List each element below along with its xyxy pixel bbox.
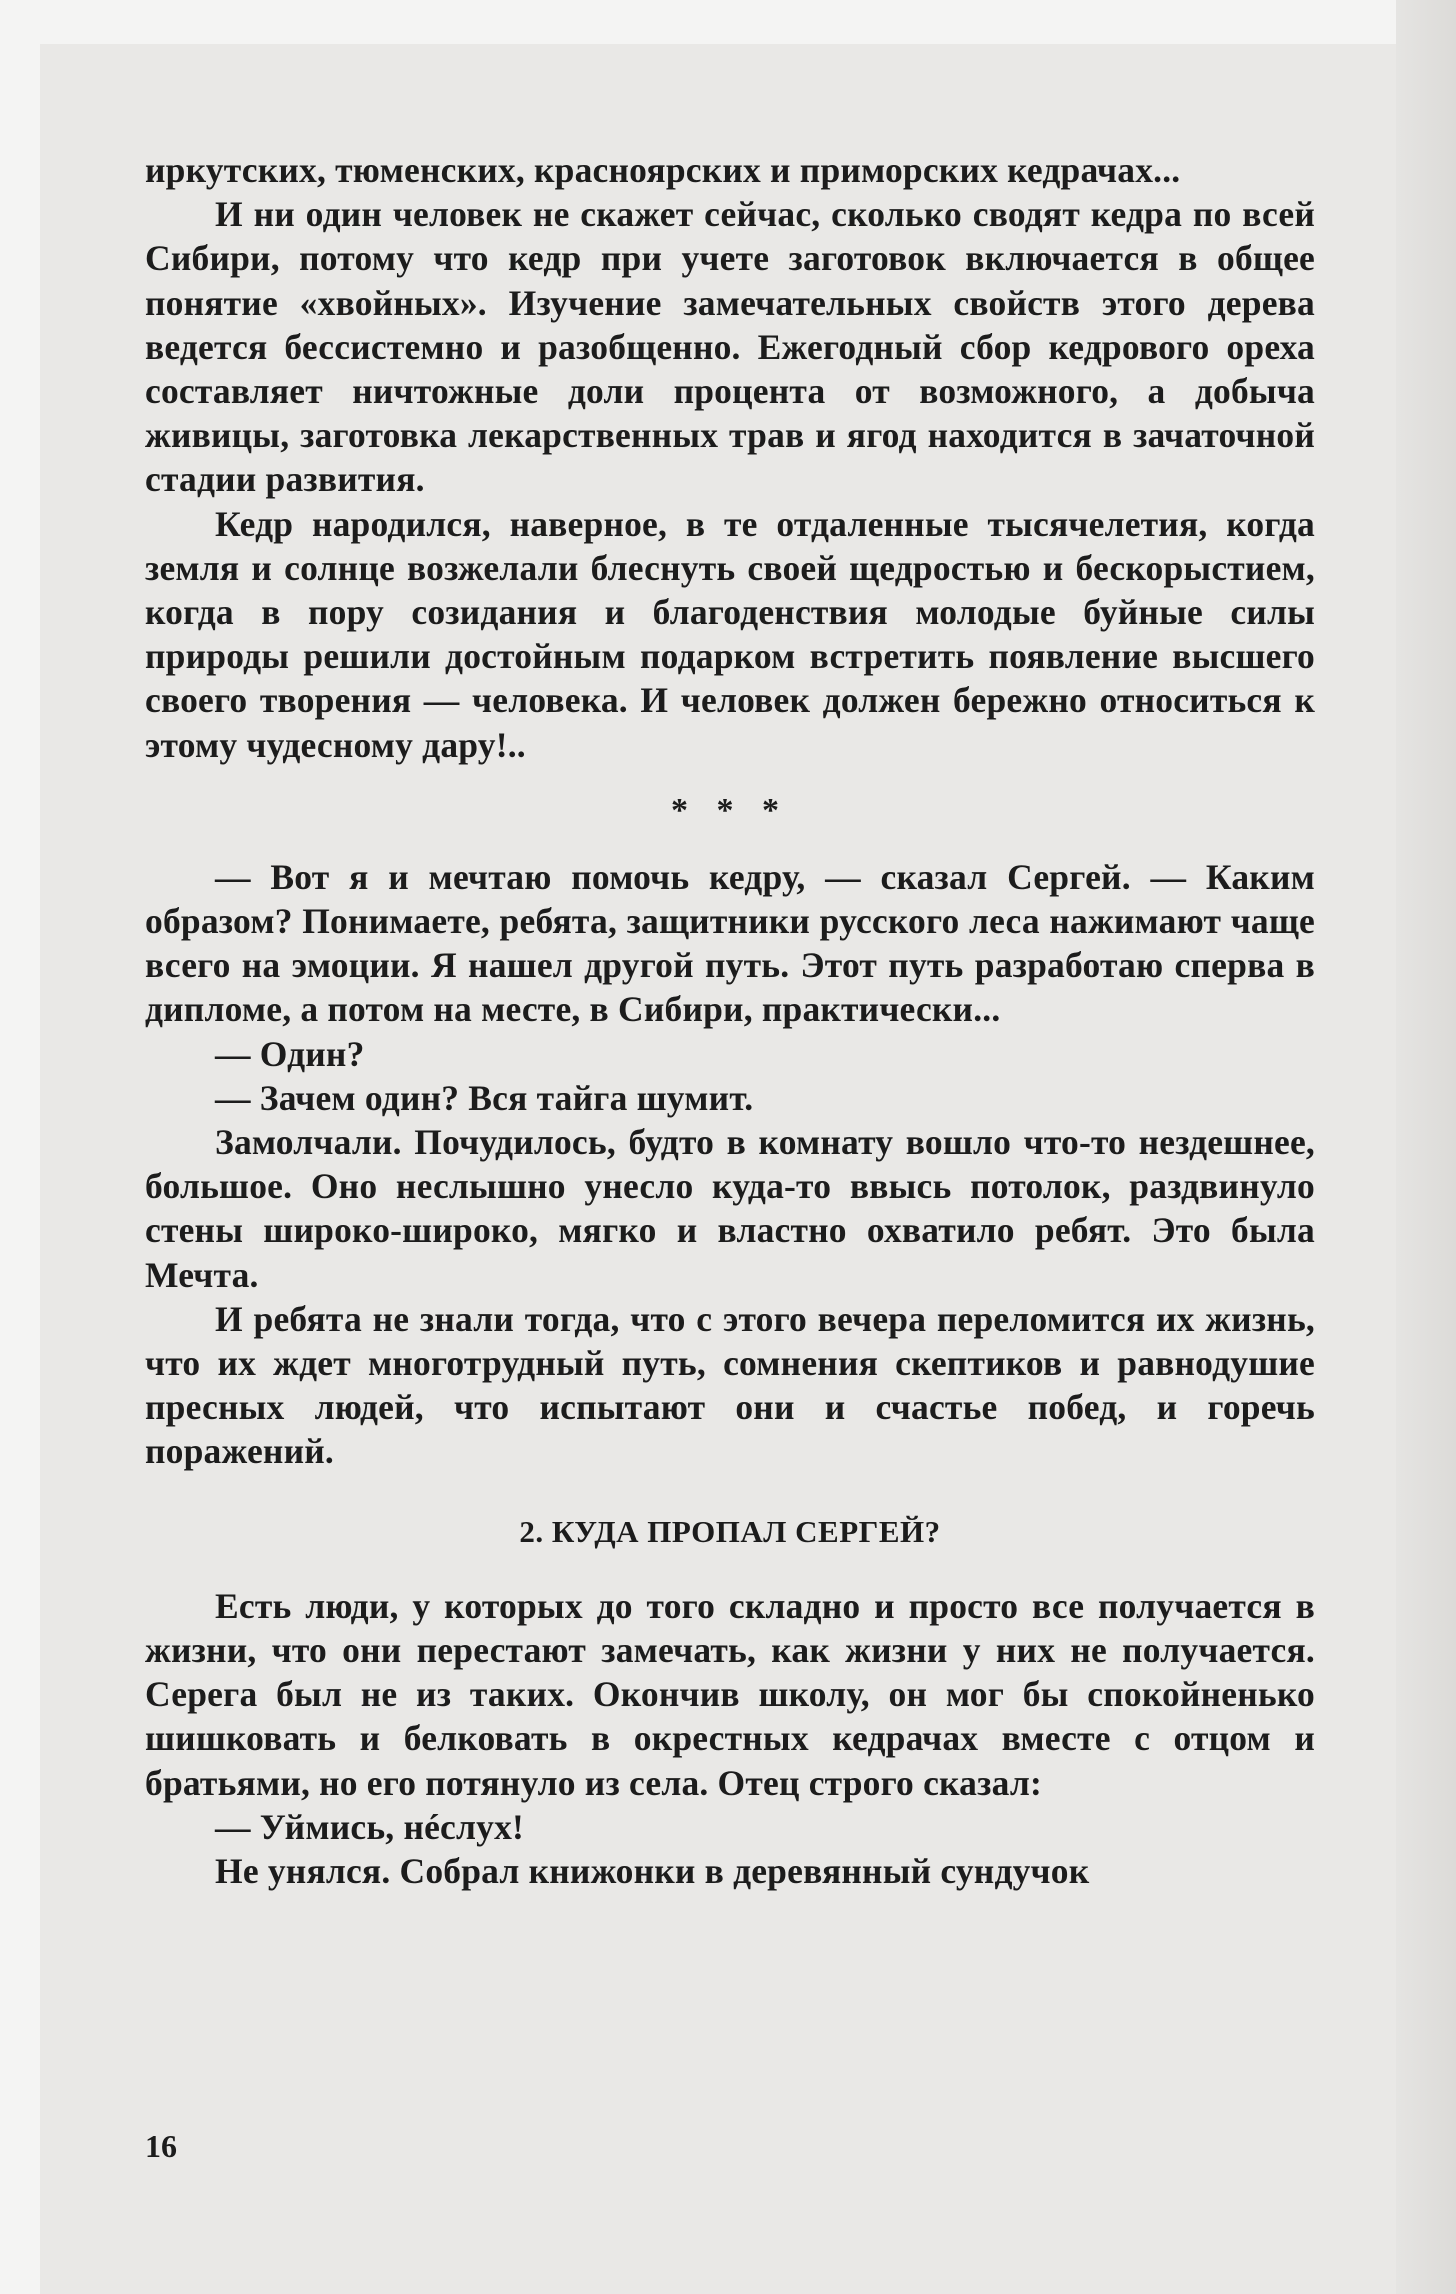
paragraph: Замолчали. Почудилось, будто в комнату вошло что-то нездешнее, большое. Оно неслышно унесло куда-то ввысь потолок, раздвинуло стены широко-широко, мягко и властно охватило ребят. Это была Мечта. — [145, 1122, 1315, 1295]
paragraph: — Вот я и мечтаю помочь кедру, — сказал Сергей. — Каким образом? Понимаете, ребята, защитники русского леса нажимают чаще всего на эмоции. Я нашел другой путь. Этот путь разработаю сперва в дипломе, а потом на месте, в Сибири, практически... — [145, 856, 1315, 1030]
paragraph: — Один? — [215, 1033, 365, 1074]
paragraph: — Уймись, нéслух! — [215, 1806, 525, 1847]
paragraph: Не унялся. Собрал книжонки в деревянный сундучок — [215, 1850, 1090, 1891]
page-number: 16 — [145, 2128, 177, 2164]
paragraph: Кедр народился, наверное, в те отдаленные тысячелетия, когда земля и солнце возжелали блеснуть своей щедростью и бескорыстием, когда в пору созидания и благоденствия молодые буйные силы природы решили достойным подарком встретить появление высшего своего творения — человека. И человек должен бережно относиться к этому чудесному дару!.. — [145, 503, 1315, 765]
page-right-shadow — [1396, 0, 1456, 2294]
page-top-margin — [0, 0, 1456, 44]
chapter-heading: 2. КУДА ПРОПАЛ СЕРГЕЙ? — [519, 1513, 941, 1549]
book-page-text — [145, 148, 1315, 1893]
section-break-asterisks: * * * — [671, 791, 789, 829]
page-left-margin — [0, 0, 40, 2294]
paragraph: иркутских, тюменских, красноярских и приморских кедрачах... — [145, 150, 1181, 190]
paragraph: И ребята не знали тогда, что с этого вечера переломится их жизнь, что их ждет многотрудный путь, сомнения скептиков и равнодушие пресных людей, что испытают они и счастье побед, и горечь поражений. — [145, 1298, 1315, 1472]
paragraph: — Зачем один? Вся тайга шумит. — [215, 1077, 754, 1118]
paragraph: Есть люди, у которых до того складно и просто все получается в жизни, что они перестают замечать, как жизни у них не получается. Серега был не из таких. Окончив школу, он мог бы спокойненько шишковать и белковать в окрестных кедрачах вместе с отцом и братьями, но его потянуло из села. Отец строго сказал: — [145, 1585, 1315, 1803]
paragraph: И ни один человек не скажет сейчас, сколько сводят кедра по всей Сибири, потому что кедр при учете заготовок включается в общее понятие «хвойных». Изучение замечательных свойств этого дерева ведется бессистемно и разобщенно. Ежегодный сбор кедрового ореха составляет ничтожные доли процента от возможного, а добыча живицы, заготовка лекарственных трав и ягод находится в зачаточной стадии развития. — [145, 194, 1315, 500]
